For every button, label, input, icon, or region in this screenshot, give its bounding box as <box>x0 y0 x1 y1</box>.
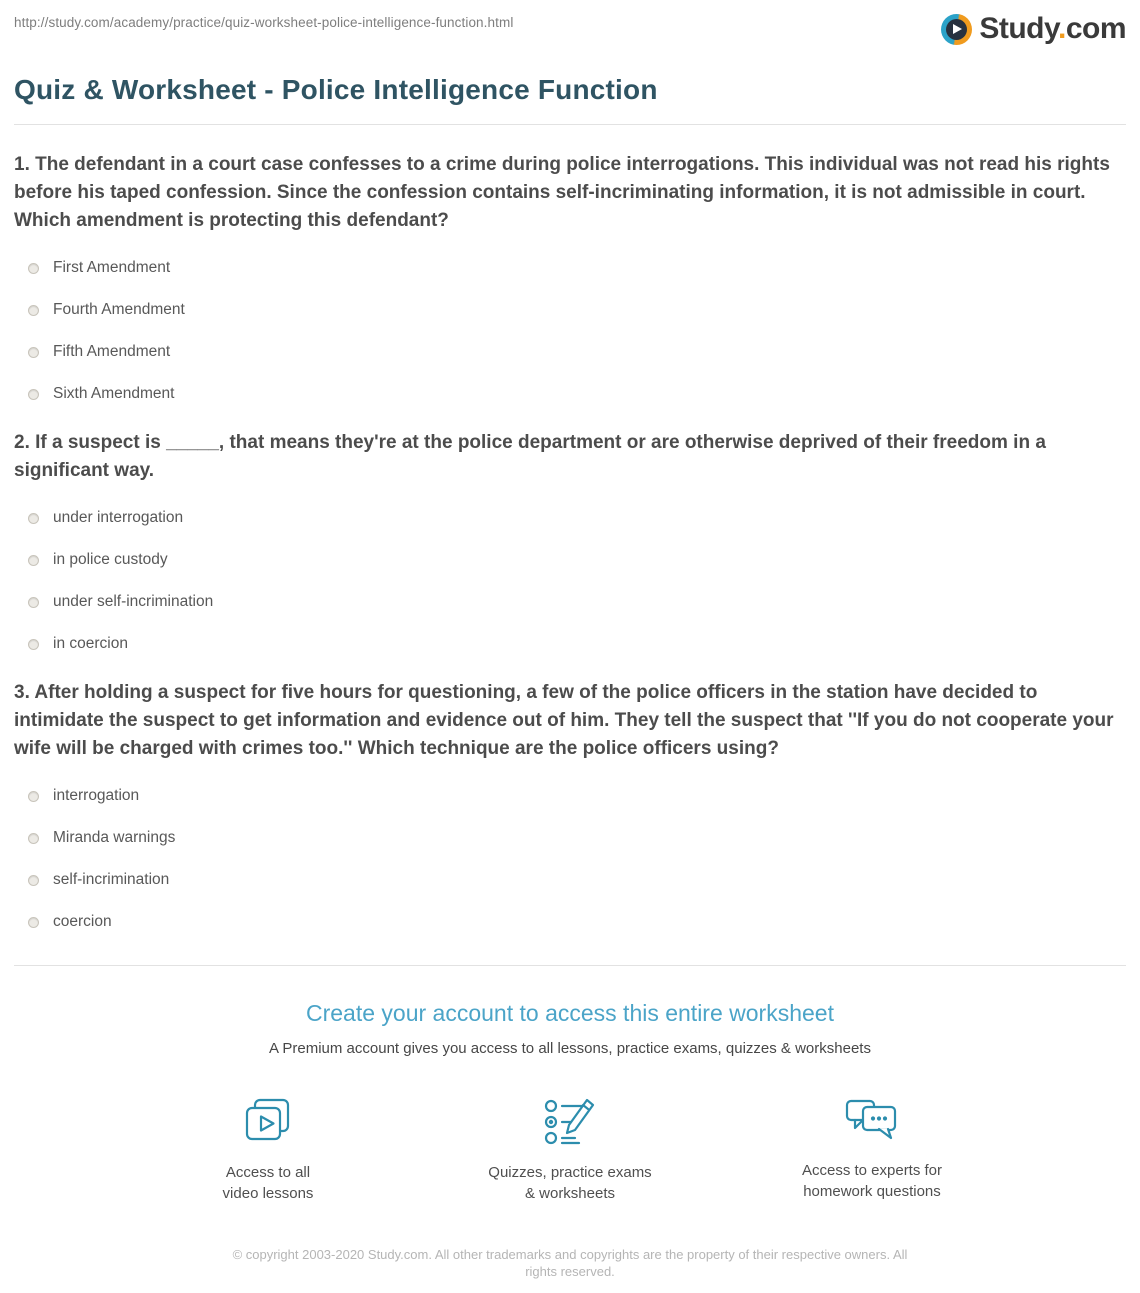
radio-button[interactable] <box>28 555 39 566</box>
feature-label-line2: homework questions <box>803 1183 941 1200</box>
radio-button[interactable] <box>28 347 39 358</box>
option-label[interactable]: coercion <box>53 913 112 930</box>
radio-button[interactable] <box>28 875 39 886</box>
option-label[interactable]: in coercion <box>53 635 128 652</box>
radio-button[interactable] <box>28 305 39 316</box>
feature-quizzes-worksheets <box>450 1097 690 1204</box>
radio-button[interactable] <box>28 833 39 844</box>
copyright-notice: © copyright 2003-2020 Study.com. All other trademarks and copyrights are the property of their respective owners. All rights reserved. <box>232 1247 908 1279</box>
feature-label <box>223 1162 314 1204</box>
question-3-option-2[interactable] <box>28 829 1126 847</box>
feature-homework-experts <box>752 1097 992 1204</box>
question-3-option-4[interactable] <box>28 913 1126 931</box>
option-label[interactable]: under self-incrimination <box>53 593 214 610</box>
video-lessons-icon <box>240 1097 296 1149</box>
question-3-text: 3. After holding a suspect for five hours for questioning, a few of the police officers in the station have decided to intimidate the suspect to get information and evidence out of him. They tell the suspect that ''If you do not cooperate your wife will be charged with crimes too.'' Which technique are the police officers using? <box>14 682 1114 759</box>
quizzes-worksheets-icon <box>541 1097 599 1149</box>
page-url: http://study.com/academy/practice/quiz-worksheet-police-intelligence-function.html <box>14 15 514 30</box>
option-label[interactable]: in police custody <box>53 551 168 568</box>
feature-label-line1: Quizzes, practice exams <box>488 1164 652 1181</box>
title-divider <box>14 124 1126 125</box>
feature-video-lessons <box>148 1097 388 1204</box>
option-label[interactable]: Fourth Amendment <box>53 301 185 318</box>
feature-label <box>488 1162 651 1204</box>
option-label[interactable]: First Amendment <box>53 259 171 276</box>
logo-wordmark <box>979 12 1126 46</box>
question-2-option-3[interactable] <box>28 593 1126 611</box>
question-3-option-3[interactable] <box>28 871 1126 889</box>
option-label[interactable]: Miranda warnings <box>53 829 176 846</box>
radio-button[interactable] <box>28 513 39 524</box>
feature-label-line2: & worksheets <box>524 1185 616 1202</box>
cta-heading: Create your account to access this entire worksheet <box>306 1000 834 1026</box>
page-title: Quiz & Worksheet - Police Intelligence Function <box>14 74 658 105</box>
features-row <box>14 1097 1126 1204</box>
play-circle-icon <box>941 14 972 45</box>
feature-label <box>802 1160 942 1202</box>
feature-label-line2: video lessons <box>222 1185 314 1202</box>
radio-button[interactable] <box>28 389 39 400</box>
option-label[interactable]: interrogation <box>53 787 140 804</box>
question-3 <box>14 679 1126 931</box>
question-1 <box>14 151 1126 403</box>
feature-label-line1: Access to experts for <box>801 1162 943 1179</box>
question-1-option-1[interactable] <box>28 259 1126 277</box>
option-label[interactable]: under interrogation <box>53 509 184 526</box>
radio-button[interactable] <box>28 597 39 608</box>
question-1-option-2[interactable] <box>28 301 1126 319</box>
question-2-text: 2. If a suspect is _____, that means they're at the police department or are otherwise deprived of their freedom in a significant way. <box>14 432 1046 481</box>
question-3-option-1[interactable] <box>28 787 1126 805</box>
option-label[interactable]: self-incrimination <box>53 871 170 888</box>
question-1-text: 1. The defendant in a court case confesses to a crime during police interrogations. This individual was not read his rights before his taped confession. Since the confession contains self-incriminating information, it is not admissible in court. Which amendment is protecting this defendant? <box>14 154 1110 231</box>
question-2-option-1[interactable] <box>28 509 1126 527</box>
option-label[interactable]: Sixth Amendment <box>53 385 175 402</box>
cta-subheading: A Premium account gives you access to all lessons, practice exams, quizzes & worksheets <box>269 1040 871 1057</box>
question-1-option-3[interactable] <box>28 343 1126 361</box>
cta-section <box>14 1000 1126 1280</box>
feature-label-line1: Access to all <box>225 1164 311 1181</box>
radio-button[interactable] <box>28 263 39 274</box>
radio-button[interactable] <box>28 917 39 928</box>
logo-dot-text: . <box>1057 12 1066 45</box>
topbar <box>14 0 1126 52</box>
question-2-option-2[interactable] <box>28 551 1126 569</box>
studycom-logo[interactable] <box>941 12 1126 46</box>
cta-divider <box>14 965 1126 966</box>
logo-study-text: Study <box>979 12 1058 45</box>
radio-button[interactable] <box>28 791 39 802</box>
radio-button[interactable] <box>28 639 39 650</box>
question-2-option-4[interactable] <box>28 635 1126 653</box>
logo-com-text: com <box>1065 12 1126 45</box>
experts-chat-icon <box>844 1097 900 1147</box>
question-1-option-4[interactable] <box>28 385 1126 403</box>
question-2 <box>14 429 1126 653</box>
option-label[interactable]: Fifth Amendment <box>53 343 171 360</box>
